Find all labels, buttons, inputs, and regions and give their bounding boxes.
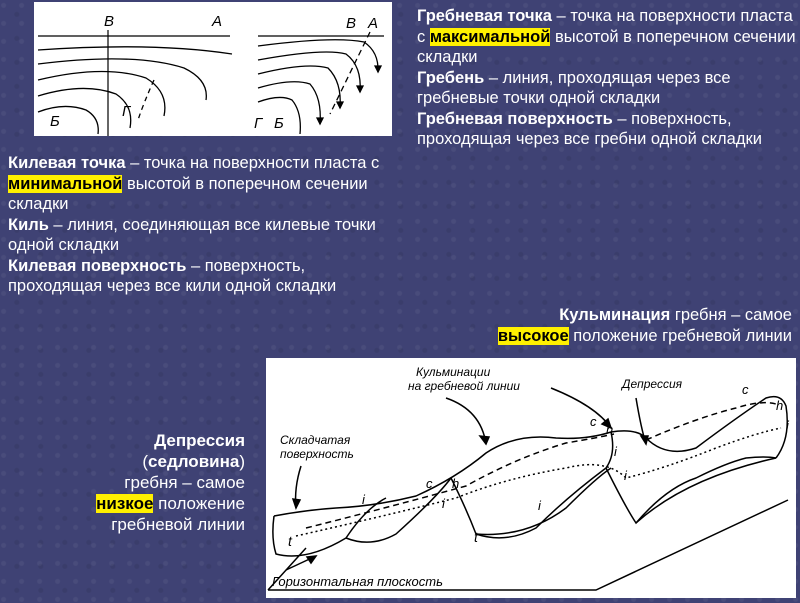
label-g-right: Г	[254, 115, 263, 132]
bottom-figure-panel	[266, 358, 796, 598]
label-b-left: Б	[50, 113, 60, 130]
label-v-right: В	[346, 15, 357, 32]
keel-point-term: Килевая точка	[8, 154, 126, 172]
keel-point-def-1: – точка на поверхности пласта с	[125, 154, 380, 172]
depression-definition	[40, 430, 245, 535]
letter-h-3: h	[452, 476, 460, 491]
letter-i-6: i	[786, 418, 789, 433]
letter-c-2: c	[742, 382, 749, 397]
depression-paren-close: )	[239, 452, 245, 471]
letter-i-1: i	[362, 492, 365, 507]
letter-i-5: i	[624, 468, 627, 483]
keel-def: – линия, соединяющая все килевые точки одной складки	[8, 215, 376, 254]
label-culminations-1: Кульминации	[416, 365, 491, 379]
label-folded-1: Складчатая	[280, 433, 351, 447]
keel-point-highlight: минимальной	[8, 174, 123, 193]
letter-h-2: h	[776, 398, 784, 413]
crest-point-term: Гребневая точка	[417, 7, 552, 25]
saddle-term: седловина	[148, 452, 240, 471]
crest-def: – линия, проходящая через все гребневые точки одной складки	[417, 68, 731, 107]
keel-definitions	[8, 153, 393, 297]
fold-cross-section-diagram	[34, 2, 392, 136]
depression-def-1: гребня – самое	[124, 473, 245, 492]
label-g-left: Г	[122, 103, 131, 120]
crest-point-def-1: – точка на поверхности пласта с	[417, 7, 793, 46]
keel-point-def-2: высотой в поперечном сечении складки	[8, 174, 368, 213]
culmination-highlight: высокое	[497, 326, 569, 345]
culmination-def-2: положение гребневой линии	[568, 326, 792, 345]
letter-t-2: t	[474, 529, 478, 545]
label-folded-2: поверхность	[280, 447, 354, 461]
depression-def-2: положение	[153, 494, 245, 513]
letter-i-3: i	[538, 498, 541, 513]
letter-c-3: c	[426, 476, 433, 491]
letter-i-4: i	[614, 444, 617, 459]
depression-term: Депрессия	[154, 431, 245, 450]
letter-t-1: t	[288, 533, 292, 549]
label-v-left: В	[104, 13, 115, 30]
depression-highlight: низкое	[96, 494, 154, 513]
label-depression: Депрессия	[622, 377, 683, 391]
letter-i-2: i	[442, 496, 445, 511]
label-horizontal-plane: Горизонтальная плоскость	[272, 574, 443, 589]
crest-term: Гребень	[417, 68, 485, 87]
keel-surface-def: – поверхность, проходящая через все кили одной складки	[8, 256, 337, 295]
keel-term: Киль	[8, 215, 49, 234]
culmination-definition	[420, 305, 792, 346]
crest-point-def-2: высотой в поперечном сечении складки	[417, 27, 796, 66]
keel-surface-term: Килевая поверхность	[8, 256, 187, 275]
crest-surface-term: Гребневая поверхность	[417, 109, 613, 128]
culmination-def-1: гребня – самое	[670, 306, 792, 324]
crest-definitions	[417, 6, 797, 150]
crest-point-highlight: максимальной	[429, 27, 551, 46]
label-a-left: А	[212, 13, 223, 30]
crest-surface-def: – поверхность, проходящая через все гребни одной складки	[417, 109, 762, 148]
label-a-right: А	[368, 15, 379, 32]
letter-c-1: c	[590, 414, 597, 429]
label-b-right: Б	[274, 115, 284, 132]
label-culminations-2: на гребневой линии	[408, 379, 520, 393]
culmination-term: Кульминация	[559, 306, 671, 324]
depression-def-3: гребневой линии	[111, 515, 245, 534]
folded-surface-diagram	[266, 358, 796, 598]
top-figure-panel	[34, 2, 392, 136]
depression-paren-open: (	[142, 452, 149, 471]
letter-h-1: h	[606, 422, 614, 437]
